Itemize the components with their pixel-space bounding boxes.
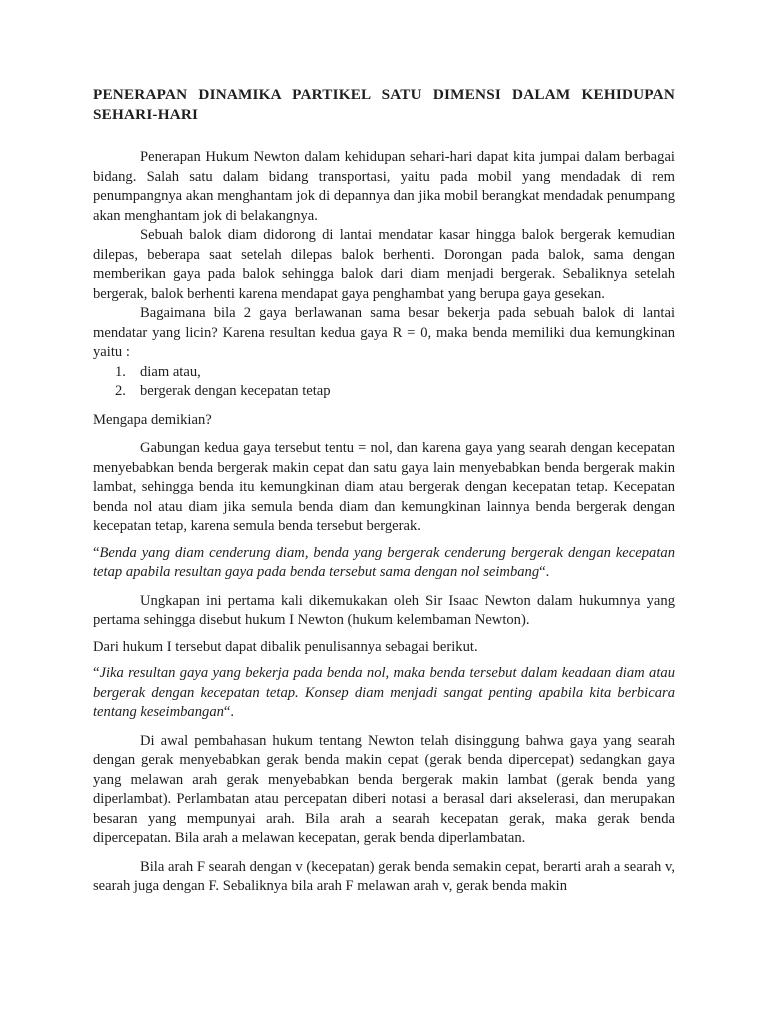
list-number: 1. <box>115 363 126 380</box>
list-text: bergerak dengan kecepatan tetap <box>140 383 331 399</box>
quote-close-mark: “. <box>223 704 235 720</box>
possibility-list <box>93 363 675 402</box>
quote-close-mark: “. <box>539 564 550 580</box>
paragraph-percepatan: Di awal pembahasan hukum tentang Newton telah disinggung bahwa gaya yang searah dengan gerak menyebabkan gerak benda makin cepat (gerak benda dipercepat) sedangkan gaya yang melawan arah gerak menyebabkan benda bergerak makin lambat (gerak benda yang diperlambat). Perlambatan atau percepatan diberi notasi a berasal dari akselerasi, dan merupakan besaran yang mempunyai arah. Bila arah a searah kecepatan gerak, maka gerak benda dipercepatan. Bila arah a melawan kecepatan, gerak benda diperlambatan. <box>93 732 675 846</box>
paragraph-ungkapan: Ungkapan ini pertama kali dikemukakan oleh Sir Isaac Newton dalam hukumnya yang pertama sehingga disebut hukum I Newton (hukum kelembaman Newton). <box>93 592 675 628</box>
list-item <box>115 363 675 383</box>
paragraph-resultan: Bagaimana bila 2 gaya berlawanan sama besar bekerja pada sebuah balok di lantai mendatar yang licin? Karena resultan kedua gaya R = 0, maka benda memiliki dua kemungkinan yaitu : <box>93 305 675 360</box>
document-title: PENERAPAN DINAMIKA PARTIKEL SATU DIMENSI DALAM KEHIDUPAN SEHARI-HARI <box>93 86 675 123</box>
quote-open-mark: “ <box>93 665 100 681</box>
list-number: 2. <box>115 383 126 399</box>
list-text: diam atau, <box>140 363 201 380</box>
list-item <box>115 382 675 402</box>
paragraph-arah-f: Bila arah F searah dengan v (kecepatan) gerak benda semakin cepat, berarti arah a searah v, searah juga dengan F. Sebaliknya bila arah F melawan arah v, gerak benda makin <box>93 858 675 894</box>
quote-newton-first-law <box>93 544 675 583</box>
quote-text: Jika resultan gaya yang bekerja pada benda nol, maka benda tersebut dalam keadaan diam atau bergerak dengan kecepatan tetap. Konsep diam menjadi sangat penting apabila kita berbicara tentang keseimbangan <box>93 665 675 720</box>
paragraph-dari-hukum: Dari hukum I tersebut dapat dibalik penulisannya sebagai berikut. <box>93 638 478 655</box>
paragraph-gabungan: Gabungan kedua gaya tersebut tentu = nol, dan karena gaya yang searah dengan kecepatan menyebabkan benda bergerak makin cepat dan satu gaya lain menyebabkan benda bergerak makin lambat, sehingga benda itu kemungkinan diam atau bergerak dengan kecepatan tetap. Kecepatan benda nol atau diam jika semula benda diam dan kemungkinan lainnya benda bergerak dengan kecepatan tetap, karena semula benda tersebut bergerak. <box>93 440 675 534</box>
paragraph-intro: Penerapan Hukum Newton dalam kehidupan sehari-hari dapat kita jumpai dalam berbagai bidang. Salah satu dalam bidang transportasi, yaitu pada mobil yang mendadak di rem penumpangnya akan menghantam jok di depannya dan jika mobil berangkat mendadak penumpang akan menghantam jok di belakangnya. <box>93 149 675 224</box>
quote-keseimbangan <box>93 664 675 723</box>
quote-text: Benda yang diam cenderung diam, benda yang bergerak cenderung bergerak dengan kecepatan tetap apabila resultan gaya pada benda tersebut sama dengan nol seimbang <box>93 544 675 580</box>
paragraph-balok: Sebuah balok diam didorong di lantai mendatar kasar hingga balok bergerak kemudian dilepas, beberapa saat setelah dilepas balok berhenti. Dorongan pada balok, sama dengan memberikan gaya pada balok sehingga balok dari diam menjadi bergerak. Sebaliknya setelah bergerak, balok berhenti karena mendapat gaya penghambat yang berupa gaya gesekan. <box>93 227 675 302</box>
paragraph-question: Mengapa demikian? <box>93 411 212 428</box>
quote-open-mark: “ <box>93 544 100 561</box>
